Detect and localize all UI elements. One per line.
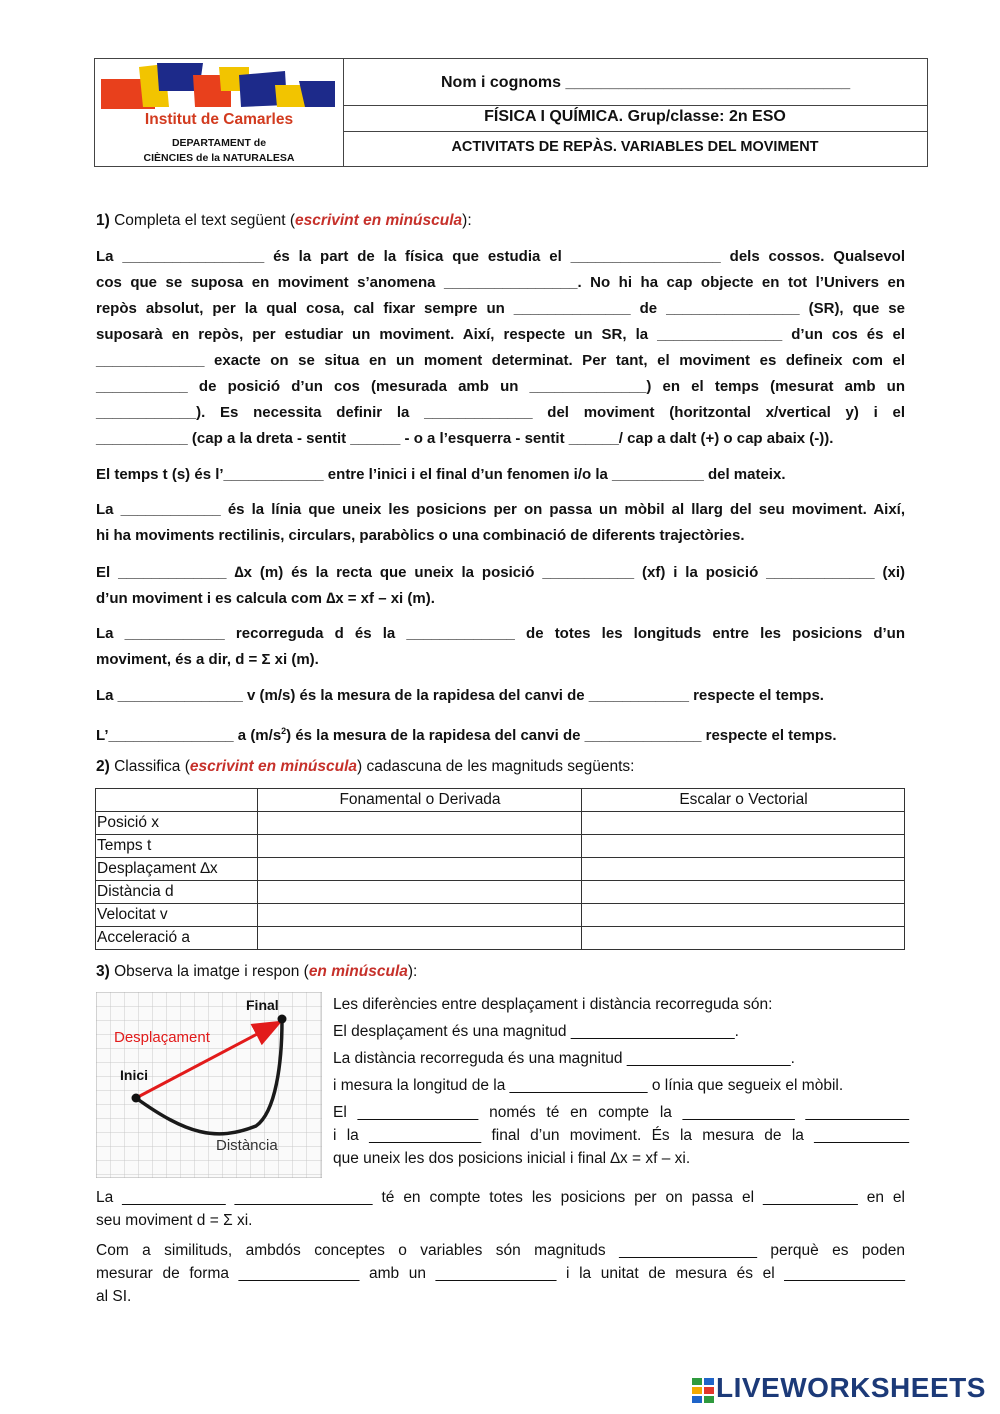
q1-para1-line[interactable]: ____________). Es necessita definir la _____________ del moviment (horitzontal x/vertical y) i el xyxy=(96,404,905,421)
question-3-title-post: ): xyxy=(407,963,418,980)
student-name-field[interactable]: Nom i cognoms ________________________________ xyxy=(441,74,851,91)
liveworksheets-brand[interactable]: LIVEWORKSHEETS xyxy=(716,1372,986,1403)
magnitude-label: Posició x xyxy=(96,812,258,835)
figure-grid xyxy=(96,992,322,1178)
question-1-title xyxy=(96,212,472,230)
question-3-title xyxy=(96,963,417,981)
question-1-number: 1) xyxy=(96,212,110,229)
q1-para3-line[interactable]: La ____________ és la línia que uneix les posicions per on passa un mòbil al llarg del seu moviment. Així, xyxy=(96,501,905,518)
question-2-number: 2) xyxy=(96,758,110,775)
table-header-cell: Fonamental o Derivada xyxy=(258,789,582,812)
table-row xyxy=(96,881,905,904)
q1-para6-line[interactable]: La _______________ v (m/s) és la mesura de la rapidesa del canvi de ____________ respecte el temps. xyxy=(96,687,824,704)
q3-line[interactable]: i la _____________ final d’un moviment. És la mesura de la ___________ xyxy=(333,1127,909,1144)
department-line-2: CIÈNCIES de la NATURALESA xyxy=(143,152,295,164)
q1-para5-line: moviment, és a dir, d = Σ xi (m). xyxy=(96,651,319,668)
liveworksheets-logo-icon xyxy=(692,1378,714,1404)
activity-row xyxy=(343,131,927,166)
q3-paragraph-a xyxy=(96,1186,905,1232)
q1-para1-line[interactable]: suposarà en repòs, per estudiar un moviment. Així, respecte un SR, la _______________ d’un cos és el xyxy=(96,326,905,343)
q3-line: Les diferències entre desplaçament i distància recorreguda són: xyxy=(333,996,773,1013)
department-line-1: DEPARTAMENT de xyxy=(171,137,267,149)
school-logo xyxy=(95,59,344,166)
scalar-vector-answer-cell[interactable] xyxy=(582,927,905,950)
displacement-label: Desplaçament xyxy=(114,1029,210,1046)
scalar-vector-answer-cell[interactable] xyxy=(582,812,905,835)
question-2-title-pre: Classifica ( xyxy=(109,758,190,775)
scalar-vector-answer-cell[interactable] xyxy=(582,904,905,927)
q1-para1-line[interactable]: _____________ exacte on se situa en un moment determinat. Per tant, el moviment es defineix com el xyxy=(96,352,905,369)
q1-para1-line[interactable]: cos que se suposa en moviment s’anomena ________________. No hi ha cap objecte en tot l’Univers en xyxy=(96,274,905,291)
question-2-title-post: ) cadascuna de les magnituds següents: xyxy=(357,758,635,775)
question-3-title-emphasis: en minúscula xyxy=(308,963,408,980)
magnitude-label: Velocitat v xyxy=(96,904,258,927)
course-row xyxy=(343,105,927,132)
header-box xyxy=(94,58,928,167)
activity-title: ACTIVITATS DE REPÀS. VARIABLES DEL MOVIMENT xyxy=(451,139,819,155)
table-row xyxy=(96,927,905,950)
table-row xyxy=(96,904,905,927)
table-row xyxy=(96,835,905,858)
q1-para7-pre: L’_______________ a (m/s xyxy=(96,727,282,744)
table-header-row xyxy=(96,789,905,812)
question-1-paragraph-1 xyxy=(96,244,905,452)
table-header-cell xyxy=(96,789,258,812)
question-1-paragraph-5 xyxy=(96,621,905,673)
magnitude-label: Distància d xyxy=(96,881,258,904)
q1-para4-line: d’un moviment i es calcula com ∆x = xf – xi (m). xyxy=(96,590,435,607)
magnitude-label: Acceleració a xyxy=(96,927,258,950)
question-1-paragraph-6 xyxy=(96,683,905,709)
school-logo-graphic xyxy=(99,61,339,113)
start-label: Inici xyxy=(120,1067,149,1083)
question-1-title-emphasis: escrivint en minúscula xyxy=(295,212,463,229)
question-1-paragraph-3 xyxy=(96,497,905,549)
q1-para1-line[interactable]: repòs absolut, per la qual cosa, cal fixar sempre un ______________ de ________________ (SR), que se xyxy=(96,300,905,317)
question-2-title xyxy=(96,758,634,776)
q1-para1-line[interactable]: La _________________ és la part de la física que estudia el __________________ dels cossos. Qualsevol xyxy=(96,248,905,265)
question-1-title-pre: Completa el text següent ( xyxy=(109,212,296,229)
q3-paragraph-b xyxy=(96,1239,905,1308)
q3-line[interactable]: i mesura la longitud de la ________________ o línia que segueix el mòbil. xyxy=(333,1077,844,1094)
q1-para7-superscript: 2 xyxy=(281,726,287,736)
q3-para-b-line[interactable]: Com a similituds, ambdós conceptes o variables són magnituds ________________ perquè es poden xyxy=(96,1242,905,1259)
q1-para1-line[interactable]: ___________ de posició d’un cos (mesurada amb un ______________) en el temps (mesurat amb un xyxy=(96,378,905,395)
school-name: Institut de Camarles xyxy=(144,111,294,128)
q3-line: que uneix les dos posicions inicial i final ∆x = xf – xi. xyxy=(333,1150,691,1167)
q3-para-a-line[interactable]: La ____________ ________________ té en compte totes les posicions per on passa el ___________ en el xyxy=(96,1189,905,1206)
q1-para3-line: hi ha moviments rectilinis, circulars, parabòlics o una combinació de diferents trajectòries. xyxy=(96,527,745,544)
q3-para-b-line: al SI. xyxy=(96,1288,132,1305)
scalar-vector-answer-cell[interactable] xyxy=(582,835,905,858)
q1-para7-line[interactable] xyxy=(96,718,905,744)
displacement-distance-figure xyxy=(96,992,322,1178)
scalar-vector-answer-cell[interactable] xyxy=(582,858,905,881)
q3-line[interactable]: La distància recorreguda és una magnitud ___________________. xyxy=(333,1050,795,1067)
q3-line[interactable]: El desplaçament és una magnitud ___________________. xyxy=(333,1023,739,1040)
scalar-vector-answer-cell[interactable] xyxy=(582,881,905,904)
start-point xyxy=(132,1094,141,1103)
question-2-title-emphasis: escrivint en minúscula xyxy=(189,758,358,775)
question-1-paragraph-2 xyxy=(96,462,905,488)
question-3-title-pre: Observa la imatge i respon ( xyxy=(109,963,309,980)
q1-para7-post: ) és la mesura de la rapidesa del canvi de ______________ respecte el temps. xyxy=(286,727,837,744)
question-1-paragraph-4 xyxy=(96,560,905,612)
question-1-paragraph-7 xyxy=(96,718,905,744)
final-label: Final xyxy=(246,997,279,1013)
table-header-cell: Escalar o Vectorial xyxy=(582,789,905,812)
fundamental-derived-answer-cell[interactable] xyxy=(258,858,582,881)
magnitude-label: Desplaçament ∆x xyxy=(96,858,258,881)
q3-para-a-line: seu moviment d = Σ xi. xyxy=(96,1212,253,1229)
q1-para1-line[interactable]: ___________ (cap a la dreta - sentit ______ - o a l’esquerra - sentit ______/ cap a dalt (+) o cap abaix (-)). xyxy=(96,430,834,447)
course-label: FÍSICA I QUÍMICA. Grup/classe: 2n ESO xyxy=(484,108,786,125)
question-1-title-post: ): xyxy=(462,212,472,229)
magnitude-label: Temps t xyxy=(96,835,258,858)
classification-table xyxy=(95,788,905,950)
fundamental-derived-answer-cell[interactable] xyxy=(258,904,582,927)
q3-line[interactable]: El ______________ només té en compte la _____________ ____________ xyxy=(333,1104,909,1121)
fundamental-derived-answer-cell[interactable] xyxy=(258,881,582,904)
q3-para-b-line[interactable]: mesurar de forma ______________ amb un ______________ i la unitat de mesura és el ______________ xyxy=(96,1265,905,1282)
q1-para4-line[interactable]: El _____________ ∆x (m) és la recta que uneix la posició ___________ (xf) i la posició _____________ (xi) xyxy=(96,564,905,581)
q1-para5-line[interactable]: La ____________ recorreguda d és la _____________ de totes les longituds entre les posicions d’un xyxy=(96,625,905,642)
table-row xyxy=(96,812,905,835)
fundamental-derived-answer-cell[interactable] xyxy=(258,812,582,835)
q1-para2-line[interactable]: El temps t (s) és l’____________ entre l’inici i el final d’un fenomen i/o la ___________ del mateix. xyxy=(96,466,786,483)
table-row xyxy=(96,858,905,881)
end-point xyxy=(278,1015,287,1024)
distance-label: Distància xyxy=(216,1137,278,1154)
question-3-number: 3) xyxy=(96,963,110,980)
fundamental-derived-answer-cell[interactable] xyxy=(258,835,582,858)
name-row xyxy=(343,59,927,106)
fundamental-derived-answer-cell[interactable] xyxy=(258,927,582,950)
